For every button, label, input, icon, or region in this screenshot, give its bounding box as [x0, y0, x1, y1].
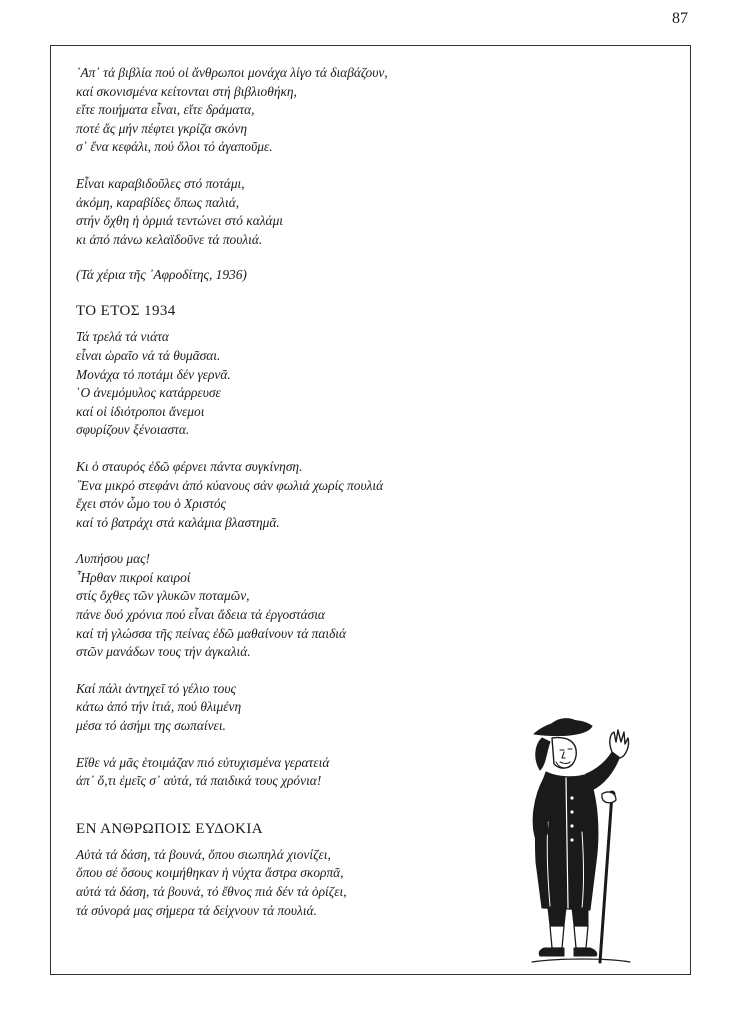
poem-line: ποτέ ἄς μήν πέφτει γκρίζα σκόνη	[76, 120, 248, 136]
poem-line: κάτω ἀπό τήν ἰτιά, πού θλιμένη	[76, 699, 242, 715]
poem2-stanza	[76, 458, 676, 532]
poem-line: στῶν μανάδων τους τήν ἀγκαλιά.	[76, 644, 251, 660]
poem-line: σφυρίζουν ξένοιαστα.	[76, 422, 190, 438]
poem-line: ἀκόμη, καραβίδες ὅπως παλιά,	[76, 194, 240, 210]
poem1-stanza	[76, 64, 676, 157]
poem-line: ῞Ενα μικρό στεφάνι ἀπό κύανους σάν φωλιά χωρίς πουλιά	[76, 477, 384, 493]
poem-line: εἴτε ποιήματα εἶναι, εἴτε δράματα,	[76, 102, 255, 118]
poem-line: πάνε δυό χρόνια πού εἶναι ἄδεια τά ἐργοστάσια	[76, 607, 325, 623]
poem-line: Κι ὁ σταυρός ἐδῶ φέρνει πάντα συγκίνηση.	[76, 458, 303, 474]
walking-man-with-staff-icon	[520, 712, 648, 970]
poem-line: Μονάχα τό ποτάμι δέν γερνᾶ.	[76, 366, 231, 382]
poem3-title: ΕΝ ΑΝΘΡΩΠΟΙΣ ΕΥΔΟΚΙΑ	[76, 820, 264, 837]
poem-line: στίς ὄχθες τῶν γλυκῶν ποταμῶν,	[76, 588, 250, 604]
poem-line: στήν ὄχθη ἡ ὁρμιά τεντώνει στό καλάμι	[76, 213, 284, 229]
poem-line: κι ἀπό πάνω κελαϊδοῦνε τά πουλιά.	[76, 231, 263, 247]
poem1-stanza	[76, 175, 676, 249]
poem2-stanza	[76, 550, 676, 662]
poem-line: Εἴθε νά μᾶς ἑτοιμάζαν πιό εὐτυχισμένα γερατειά	[76, 754, 330, 770]
poem-line: ἀπ᾿ ὅ,τι ἐμεῖς σ᾿ αὐτά, τά παιδικά τους χρόνια!	[76, 773, 322, 789]
poem2-title: ΤΟ ΕΤΟΣ 1934	[76, 303, 176, 320]
poem-line: αὐτά τά δάση, τά βουνά, τό ἔθνος πιά δέν τά ὁρίζει,	[76, 884, 347, 899]
poem-line: ῏Ηρθαν πικροί καιροί	[76, 569, 191, 585]
poem-line: εἶναι ὡραῖο νά τά θυμᾶσαι.	[76, 347, 221, 363]
poem1-source: (Τά χέρια τῆς ᾿Αφροδίτης, 1936)	[76, 267, 247, 283]
page-number: 87	[672, 10, 688, 27]
poem-line: Εἶναι καραβιδοῦλες στό ποτάμι,	[76, 175, 245, 191]
poem2-stanza	[76, 328, 676, 440]
poem-line: Καί πάλι ἀντηχεῖ τό γέλιο τους	[76, 680, 236, 696]
poem-line: ῾Ο ἀνεμόμυλος κατάρρευσε	[76, 385, 221, 401]
poem-line: ᾿Απ᾿ τά βιβλία πού οἱ ἄνθρωποι μονάχα λίγο τά διαβάζουν,	[76, 65, 388, 80]
poem-line: καί τή γλώσσα τῆς πείνας ἐδῶ μαθαίνουν τά παιδιά	[76, 625, 347, 641]
poem-line: τά σύνορά μας σήμερα τά δείχνουν τά πουλιά.	[76, 902, 317, 918]
poem-line: καί σκονισμένα κείτονται στή βιβλιοθήκη,	[76, 83, 297, 99]
poem-line: Αὐτά τά δάση, τά βουνά, ὅπου σιωπηλά χιονίζει,	[76, 846, 331, 862]
poem-line: μέσα τό ἀσήμι της σωπαίνει.	[76, 718, 226, 734]
poem-line: σ᾿ ἕνα κεφάλι, πού ὅλοι τό ἀγαποῦμε.	[76, 139, 273, 155]
poem-line: ἔχει στόν ὦμο του ὁ Χριστός	[76, 496, 226, 512]
poem-line: ὅπου σέ ὅσους κοιμήθηκαν ἡ νύχτα ἄστρα σκορπᾶ,	[76, 865, 344, 881]
poem-line: Λυπήσου μας!	[76, 551, 151, 567]
poem-line: καί οἱ ἰδιότροποι ἄνεμοι	[76, 403, 205, 419]
poem-line: Τά τρελά τά νιάτα	[76, 329, 169, 345]
poem-line: καί τό βατράχι στά καλάμια βλαστημᾶ.	[76, 514, 280, 530]
